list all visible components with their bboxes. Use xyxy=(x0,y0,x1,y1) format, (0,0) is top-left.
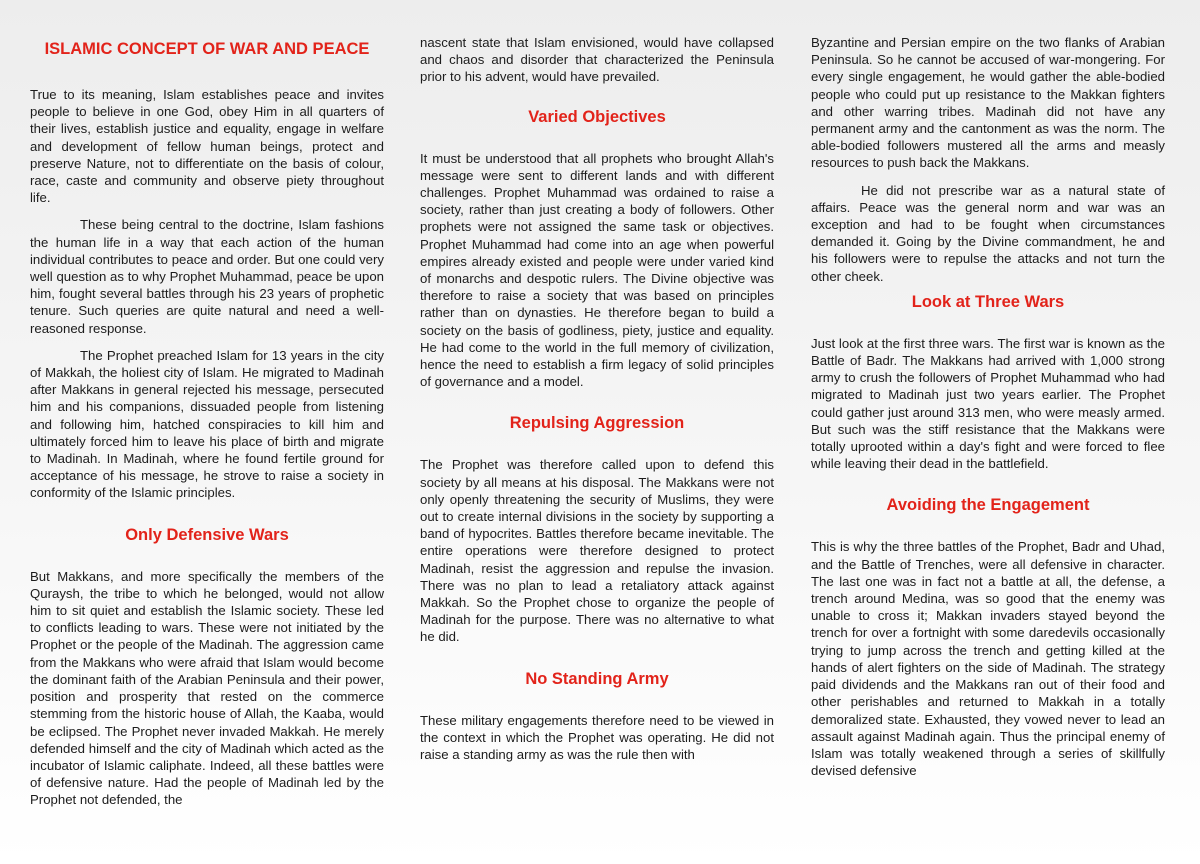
section-heading: Only Defensive Wars xyxy=(125,525,289,544)
paragraph: Byzantine and Persian empire on the two flanks of Arabian Peninsula. So he cannot be accused of war-mongering. For every single engagement, he would gather the able-bodied people who could put up resistance to the Makkan fighters and other warring tribes. Madinah did not have any permanent army and the cantonment as was the norm. The able-bodied followers mustered all the arms and measly resources to push back the Makkans. xyxy=(811,35,1165,171)
column-2 xyxy=(420,34,774,763)
paragraph: These military engagements therefore need to be viewed in the context in which the Prophet was operating. He did not raise a standing army as was the rule then with xyxy=(420,712,774,763)
paragraph: The Prophet preached Islam for 13 years in the city of Makkah, the holiest city of Islam. He migrated to Madinah after Makkans in general rejected his message, persecuted him and his companions, dissuaded people from listening and following him, hatched conspiracies to kill him and ultimately forced him to leave his place of birth and migrate to Madinah. In Madinah, where he found fertile ground for acceptance of his message, he strove to raise a society in conformity of the Islamic principles. xyxy=(30,347,384,501)
paragraph: Just look at the first three wars. The first war is known as the Battle of Badr. The Makkans had arrived with 1,000 strong army to crush the followers of Prophet Muhammad who had migrated to Madinah just two years earlier. The Prophet could gather just around 313 men, who were measly armed. But such was the stiff resistance that the Makkans were totally uprooted within a day's fight and were forced to flee while leaving their dead in the battlefield. xyxy=(811,335,1165,472)
paragraph: These being central to the doctrine, Islam fashions the human life in a way that each action of the human individual contributes to peace and order. But one could very well question as to why Prophet Muhammad, peace be upon him, fought several battles through his 23 years of prophetic tenure. Such queries are quite natural and need a well-reasoned response. xyxy=(30,217,384,336)
paragraph: The Prophet was therefore called upon to defend this society by all means at his disposal. The Makkans were not only openly threatening the security of Muslims, they were out to create internal divisions in the society by supporting a band of hypocrites. Battles therefore became inevitable. The entire operations were therefore designed to protect Madinah, resist the aggression and repulse the invasion. There was no plan to lead a retaliatory attack against Makkah. So the Prophet chose to organize the people of Madinah for the purpose. There was no alternative to what he did. xyxy=(420,457,774,645)
paragraph: This is why the three battles of the Prophet, Badr and Uhad, and the Battle of Trenches, were all defensive in character. The last one was in fact not a battle at all, the defense, a trench around Medina, was so good that the enemy was unable to cross it; Makkan invaders stayed beyond the trench for over a fortnight with some daredevils occasionally trying to jump across the trench and getting killed at the hands of alert fighters on the side of Madinah. The strategy paid dividends and the Makkans ran out of their food and other perishables and returned to Makkah in a totally demoralized state. Exhausted, they vowed never to lead an assault against Madinah again. Thus the principal enemy of Islam was totally weakened through a series of skillfully devised defensive xyxy=(811,539,1165,779)
paragraph: It must be understood that all prophets who brought Allah's message were sent to different lands and with different challenges. Prophet Muhammad was ordained to raise a society, rather than just creating a body of followers. Other prophets were not assigned the same task or objectives. Prophet Muhammad had come into an age when powerful empires already existed and people were under varied kind of monarchs and despotic rulers. The Divine objective was therefore to raise a society that was based on principles rather than on dynasties. He therefore began to build a society on the basis of godliness, piety, justice and equality. He had come to the world in the full memory of civilization, hence the need to establish a firm legacy of solid principles of governance and a model. xyxy=(420,150,774,390)
section-heading: Avoiding the Engagement xyxy=(886,496,1090,515)
section-heading: Look at Three Wars xyxy=(911,292,1065,311)
section-heading: Varied Objectives xyxy=(528,107,666,126)
section-heading: No Standing Army xyxy=(525,669,669,688)
paragraph: He did not prescribe war as a natural state of affairs. Peace was the general norm and war was an exception and had to be fought when circumstances demanded it. Going by the Divine commandment, he and his followers were to repulse the attacks and not turn the other cheek. xyxy=(811,182,1165,284)
column-3 xyxy=(811,34,1165,779)
paragraph: But Makkans, and more specifically the members of the Quraysh, the tribe to which he belonged, would not allow him to sit quiet and establish the Islamic society. These led to conflicts leading to wars. These were not initiated by the Prophet or the people of the Madinah. The aggression came from the Makkans who were afraid that Islam would become the dominant faith of the Arabian Peninsula and their power, position and prosperity that rested on the commerce stemming from the historic house of Allah, the Kaaba, would be eclipsed. The Prophet never invaded Makkah. He merely defended himself and the city of Madinah which acted as the incubator of Islamic caliphate. Indeed, all these battles were of defensive nature. Had the people of Madinah led by the Prophet not defended, the xyxy=(30,568,384,808)
paragraph: nascent state that Islam envisioned, would have collapsed and chaos and disorder that characterized the Peninsula prior to his advent, would have prevailed. xyxy=(420,35,774,85)
section-heading: Repulsing Aggression xyxy=(509,414,685,433)
column-1 xyxy=(30,34,384,809)
page-title: ISLAMIC CONCEPT OF WAR AND PEACE xyxy=(44,40,370,58)
paragraph: True to its meaning, Islam establishes peace and invites people to believe in one God, obey Him in all quarters of their lives, establish justice and equality, engage in welfare and development of fellow human beings, protect and preserve Nature, not to differentiate on the basis of colour, race, caste and community and observe piety throughout life. xyxy=(30,87,384,206)
